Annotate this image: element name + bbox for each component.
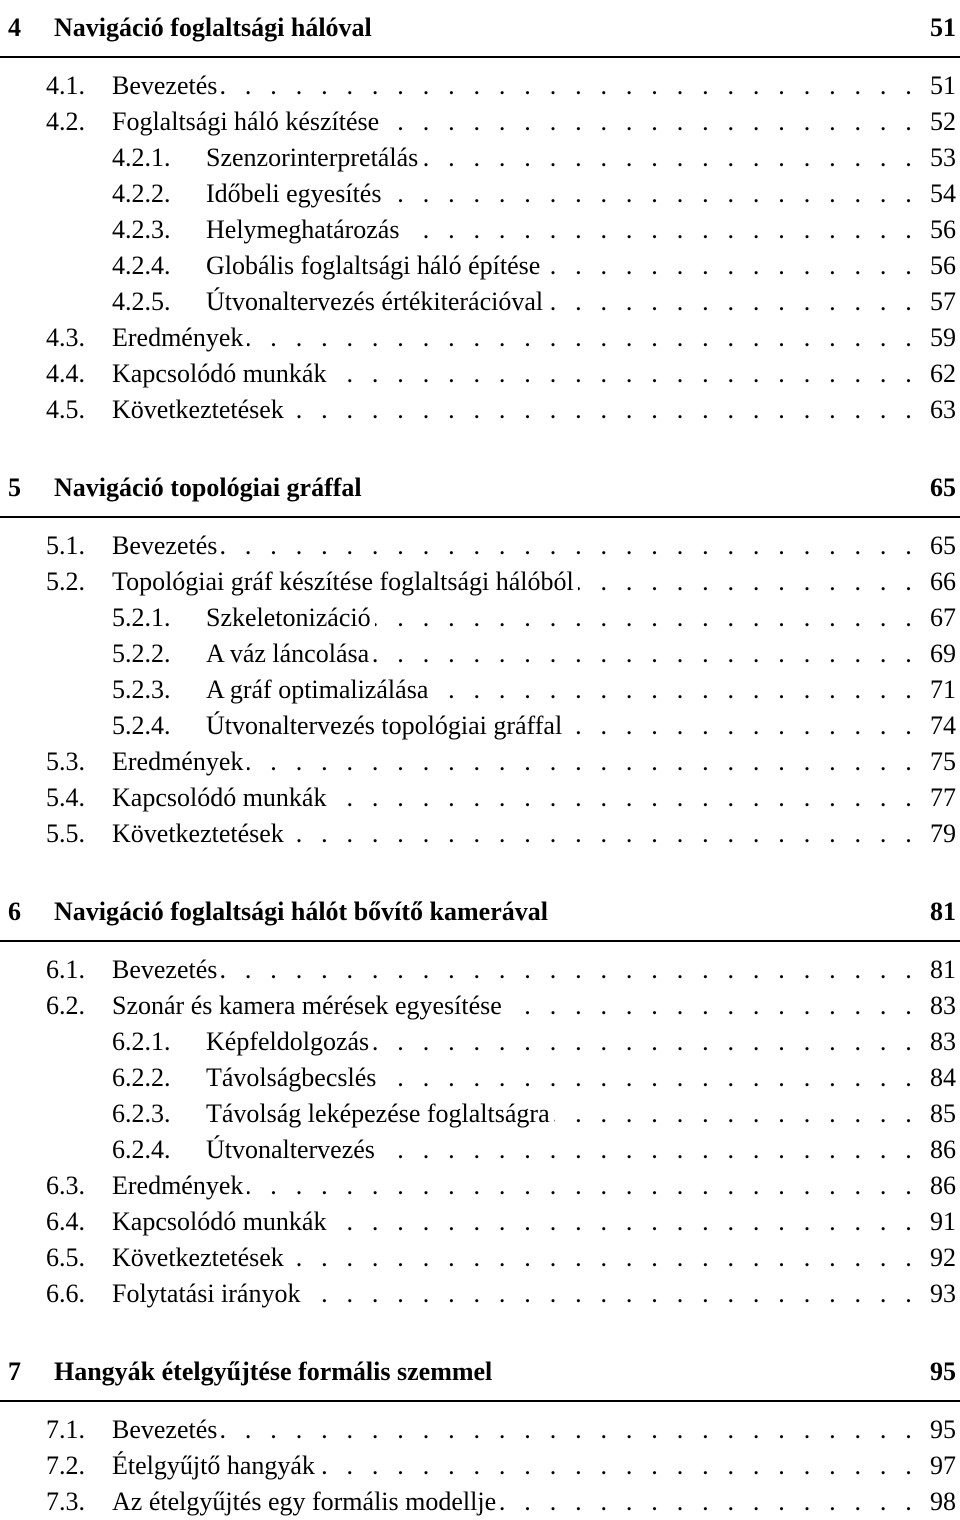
section-title: Szkeletonizáció [206, 603, 371, 632]
dot-leader [385, 176, 918, 212]
section-title: Következtetések [112, 395, 284, 424]
chapter-page-number: 65 [930, 473, 956, 502]
dot-leader [547, 284, 918, 320]
toc-subsection-entry[interactable] [0, 140, 960, 176]
section-title: Következtetések [112, 1243, 284, 1272]
dot-leader [375, 600, 918, 636]
section-title: Következtetések [112, 819, 284, 848]
section-page-number: 86 [930, 1171, 956, 1200]
section-title: Bevezetés [112, 1415, 218, 1444]
toc-section-entry[interactable] [0, 816, 960, 852]
toc-section-entry[interactable] [0, 320, 960, 356]
section-number: 6.3. [46, 1171, 85, 1200]
chapter-title: Navigáció foglaltsági hálót bővítő kamerával [54, 897, 548, 926]
section-number: 6.2.1. [112, 1027, 171, 1056]
section-title: Foglaltsági háló készítése [112, 107, 380, 136]
section-page-number: 59 [930, 323, 956, 352]
section-title: Kapcsolódó munkák [112, 783, 327, 812]
toc-section-entry[interactable] [0, 952, 960, 988]
dot-leader [330, 356, 918, 392]
dot-leader [221, 68, 918, 104]
dot-leader [288, 816, 918, 852]
dot-leader [422, 140, 918, 176]
section-page-number: 85 [930, 1099, 956, 1128]
toc-section-entry[interactable] [0, 356, 960, 392]
chapter-page-number: 51 [930, 13, 956, 42]
dot-leader [221, 952, 918, 988]
section-number: 4.2. [46, 107, 85, 136]
toc-subsection-entry[interactable] [0, 636, 960, 672]
toc-chapter [0, 0, 960, 428]
section-page-number: 75 [930, 747, 956, 776]
section-title: Kapcsolódó munkák [112, 1207, 327, 1236]
section-number: 7.1. [46, 1415, 85, 1444]
toc-subsection-entry[interactable] [0, 1132, 960, 1168]
section-number: 6.2.3. [112, 1099, 171, 1128]
section-number: 5.3. [46, 747, 85, 776]
dot-leader [288, 1240, 918, 1276]
section-number: 4.5. [46, 395, 85, 424]
dot-leader [221, 528, 918, 564]
toc-subsection-entry[interactable] [0, 672, 960, 708]
toc-section-entry[interactable] [0, 104, 960, 140]
section-title: Globális foglaltsági háló építése [206, 251, 541, 280]
section-number: 5.5. [46, 819, 85, 848]
section-number: 6.2.2. [112, 1063, 171, 1092]
section-number: 4.2.2. [112, 179, 171, 208]
dot-leader [578, 564, 918, 600]
section-title: Az ételgyűjtés egy formális modellje [112, 1487, 497, 1516]
toc-section-entry[interactable] [0, 68, 960, 104]
section-page-number: 71 [930, 675, 956, 704]
section-number: 6.1. [46, 955, 85, 984]
section-page-number: 65 [930, 531, 956, 560]
section-page-number: 86 [930, 1135, 956, 1164]
toc-section-entry[interactable] [0, 744, 960, 780]
dot-leader [544, 248, 918, 284]
section-page-number: 83 [930, 1027, 956, 1056]
section-title: A gráf optimalizálása [206, 675, 429, 704]
section-number: 4.1. [46, 71, 85, 100]
section-title: Folytatási irányok [112, 1279, 301, 1308]
section-title: Helymeghatározás [206, 215, 400, 244]
section-number: 6.5. [46, 1243, 85, 1272]
toc-section-entry[interactable] [0, 1448, 960, 1484]
section-page-number: 51 [930, 71, 956, 100]
section-title: Bevezetés [112, 531, 218, 560]
section-title: Útvonaltervezés [206, 1135, 375, 1164]
chapter-title: Navigáció topológiai gráffal [54, 473, 362, 502]
section-number: 4.2.1. [112, 143, 171, 172]
dot-leader [500, 1484, 918, 1520]
section-page-number: 77 [930, 783, 956, 812]
section-number: 5.1. [46, 531, 85, 560]
dot-leader [373, 636, 918, 672]
section-title: Eredmények [112, 323, 244, 352]
toc-section-entry[interactable] [0, 1276, 960, 1312]
dot-leader [330, 1204, 918, 1240]
section-number: 5.4. [46, 783, 85, 812]
chapter-number: 5 [8, 473, 21, 502]
dot-leader [247, 744, 918, 780]
toc-subsection-entry[interactable] [0, 284, 960, 320]
toc-subsection-entry[interactable] [0, 212, 960, 248]
toc-section-entry[interactable] [0, 564, 960, 600]
toc-section-entry[interactable] [0, 1204, 960, 1240]
toc-chapter [0, 884, 960, 1312]
section-page-number: 57 [930, 287, 956, 316]
toc-section-entry[interactable] [0, 528, 960, 564]
section-page-number: 52 [930, 107, 956, 136]
dot-leader [221, 1412, 918, 1448]
chapter-spacer [0, 1312, 960, 1344]
section-page-number: 53 [930, 143, 956, 172]
section-page-number: 97 [930, 1451, 956, 1480]
toc-section-entry[interactable] [0, 1240, 960, 1276]
section-page-number: 91 [930, 1207, 956, 1236]
chapter-page-number: 81 [930, 897, 956, 926]
section-title: Útvonaltervezés értékiterációval [206, 287, 544, 316]
toc-subsection-entry[interactable] [0, 176, 960, 212]
section-number: 4.2.3. [112, 215, 171, 244]
dot-leader [330, 780, 918, 816]
section-number: 4.2.5. [112, 287, 171, 316]
toc-section-entry[interactable] [0, 392, 960, 428]
section-page-number: 66 [930, 567, 956, 596]
dot-leader [319, 1448, 918, 1484]
section-number: 5.2.2. [112, 639, 171, 668]
toc-section-entry[interactable] [0, 1484, 960, 1520]
section-number: 4.2.4. [112, 251, 171, 280]
dot-leader [304, 1276, 918, 1312]
dot-leader [247, 1168, 918, 1204]
section-title: Útvonaltervezés topológiai gráffal [206, 711, 563, 740]
section-title: Képfeldolgozás [206, 1027, 370, 1056]
section-page-number: 67 [930, 603, 956, 632]
section-title: Távolságbecslés [206, 1063, 377, 1092]
section-page-number: 54 [930, 179, 956, 208]
section-number: 6.2.4. [112, 1135, 171, 1164]
dot-leader [379, 1132, 918, 1168]
toc-subsection-entry[interactable] [0, 1060, 960, 1096]
chapter-spacer [0, 852, 960, 884]
toc-section-entry[interactable] [0, 1412, 960, 1448]
dot-leader [380, 1060, 918, 1096]
toc-subsection-entry[interactable] [0, 248, 960, 284]
chapter-number: 4 [8, 13, 21, 42]
section-page-number: 92 [930, 1243, 956, 1272]
chapter-spacer [0, 428, 960, 460]
section-number: 7.2. [46, 1451, 85, 1480]
section-page-number: 63 [930, 395, 956, 424]
chapter-entries [0, 942, 960, 1312]
section-page-number: 95 [930, 1415, 956, 1444]
section-page-number: 84 [930, 1063, 956, 1092]
chapter-title: Navigáció foglaltsági hálóval [54, 13, 372, 42]
section-title: Eredmények [112, 1171, 244, 1200]
section-page-number: 56 [930, 215, 956, 244]
section-page-number: 93 [930, 1279, 956, 1308]
section-page-number: 74 [930, 711, 956, 740]
section-page-number: 81 [930, 955, 956, 984]
section-title: Eredmények [112, 747, 244, 776]
section-page-number: 62 [930, 359, 956, 388]
section-title: Ételgyűjtő hangyák [112, 1451, 315, 1480]
section-number: 4.3. [46, 323, 85, 352]
dot-leader [432, 672, 918, 708]
chapter-title: Hangyák ételgyűjtése formális szemmel [54, 1357, 493, 1386]
section-number: 6.6. [46, 1279, 85, 1308]
toc-chapter [0, 460, 960, 852]
dot-leader [403, 212, 918, 248]
section-number: 4.4. [46, 359, 85, 388]
section-number: 6.2. [46, 991, 85, 1020]
dot-leader [506, 988, 918, 1024]
chapter-heading[interactable] [0, 1344, 960, 1402]
section-title: Időbeli egyesítés [206, 179, 382, 208]
section-page-number: 83 [930, 991, 956, 1020]
chapter-entries [0, 1402, 960, 1520]
dot-leader [373, 1024, 918, 1060]
chapter-entries [0, 58, 960, 428]
chapter-page-number: 95 [930, 1357, 956, 1386]
section-number: 5.2. [46, 567, 85, 596]
dot-leader [247, 320, 918, 356]
toc-subsection-entry[interactable] [0, 1096, 960, 1132]
toc-chapter [0, 1344, 960, 1520]
section-number: 5.2.3. [112, 675, 171, 704]
section-page-number: 69 [930, 639, 956, 668]
toc-section-entry[interactable] [0, 780, 960, 816]
section-title: Topológiai gráf készítése foglaltsági hálóból [112, 567, 574, 596]
section-title: Távolság leképezése foglaltságra [206, 1099, 550, 1128]
chapter-entries [0, 518, 960, 852]
section-page-number: 98 [930, 1487, 956, 1516]
dot-leader [383, 104, 918, 140]
toc-subsection-entry[interactable] [0, 1024, 960, 1060]
section-title: Kapcsolódó munkák [112, 359, 327, 388]
chapter-number: 7 [8, 1357, 21, 1386]
section-page-number: 79 [930, 819, 956, 848]
section-number: 5.2.1. [112, 603, 171, 632]
section-number: 5.2.4. [112, 711, 171, 740]
section-title: A váz láncolása [206, 639, 370, 668]
toc-section-entry[interactable] [0, 1168, 960, 1204]
dot-leader [554, 1096, 918, 1132]
section-title: Bevezetés [112, 955, 218, 984]
chapter-number: 6 [8, 897, 21, 926]
dot-leader [288, 392, 918, 428]
chapter-heading[interactable] [0, 460, 960, 518]
toc-subsection-entry[interactable] [0, 600, 960, 636]
section-title: Bevezetés [112, 71, 218, 100]
dot-leader [566, 708, 918, 744]
chapter-heading[interactable] [0, 0, 960, 58]
section-number: 6.4. [46, 1207, 85, 1236]
toc-subsection-entry[interactable] [0, 708, 960, 744]
section-title: Szonár és kamera mérések egyesítése [112, 991, 502, 1020]
section-number: 7.3. [46, 1487, 85, 1516]
chapter-heading[interactable] [0, 884, 960, 942]
toc-section-entry[interactable] [0, 988, 960, 1024]
section-title: Szenzorinterpretálás [206, 143, 419, 172]
section-page-number: 56 [930, 251, 956, 280]
